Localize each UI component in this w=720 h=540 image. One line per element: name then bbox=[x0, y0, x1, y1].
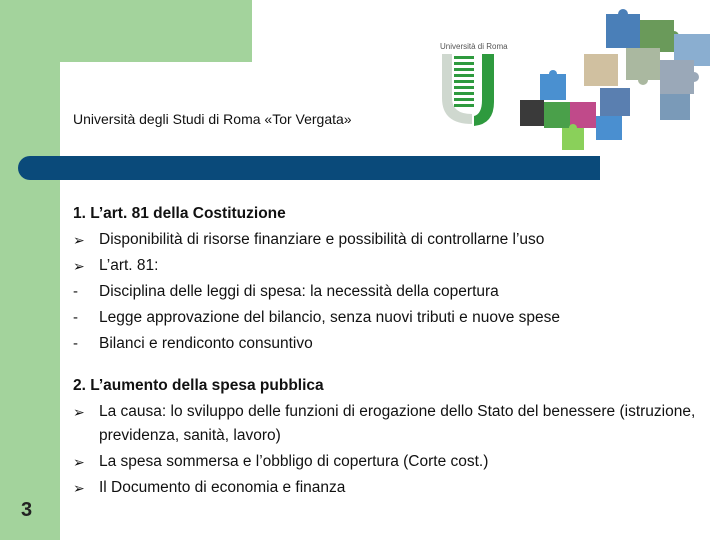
arrow-bullet-icon: ➢ bbox=[73, 232, 85, 248]
list-item bbox=[73, 305, 713, 331]
list-item bbox=[73, 331, 713, 357]
list-item bbox=[73, 475, 713, 501]
arrow-bullet-icon: ➢ bbox=[73, 404, 85, 420]
university-logo bbox=[438, 40, 516, 130]
divider-bar bbox=[18, 156, 600, 180]
list-item bbox=[73, 399, 713, 449]
list-item-text: Bilanci e rendiconto consuntivo bbox=[99, 335, 313, 352]
arrow-bullet-icon: ➢ bbox=[73, 258, 85, 274]
list-item-text: Disciplina delle leggi di spesa: la necessità della copertura bbox=[99, 283, 499, 300]
list-item bbox=[73, 449, 713, 475]
arrow-bullet-icon: ➢ bbox=[73, 480, 85, 496]
list-item-text: La spesa sommersa e l’obbligo di copertura (Corte cost.) bbox=[99, 453, 489, 470]
decor-green-column bbox=[0, 0, 60, 540]
list-item-text: L’art. 81: bbox=[99, 257, 159, 274]
dash-bullet: - bbox=[73, 283, 78, 300]
dash-bullet: - bbox=[73, 309, 78, 326]
section-2 bbox=[73, 373, 713, 501]
dash-bullet: - bbox=[73, 335, 78, 352]
puzzle-collage-image bbox=[510, 4, 720, 150]
list-item-text: Disponibilità di risorse finanziare e possibilità di controllarne l’uso bbox=[99, 231, 545, 248]
logo-top-text: Università di Roma bbox=[440, 42, 508, 51]
header-title: Università degli Studi di Roma «Tor Vergata» bbox=[73, 111, 352, 127]
slide-content bbox=[73, 201, 713, 501]
section-heading: 2. L’aumento della spesa pubblica bbox=[73, 377, 324, 394]
list-item bbox=[73, 279, 713, 305]
list-item-text: Il Documento di economia e finanza bbox=[99, 479, 346, 496]
list-item-text: La causa: lo sviluppo delle funzioni di erogazione dello Stato del benessere (istruzione, previdenza, sanità, lavoro) bbox=[99, 403, 696, 444]
list-item-text: Legge approvazione del bilancio, senza nuovi tributi e nuove spese bbox=[99, 309, 561, 326]
page-number: 3 bbox=[21, 499, 33, 521]
arrow-bullet-icon: ➢ bbox=[73, 454, 85, 470]
list-item bbox=[73, 253, 713, 279]
section-heading: 1. L’art. 81 della Costituzione bbox=[73, 205, 286, 222]
list-item bbox=[73, 227, 713, 253]
section-1 bbox=[73, 201, 713, 357]
